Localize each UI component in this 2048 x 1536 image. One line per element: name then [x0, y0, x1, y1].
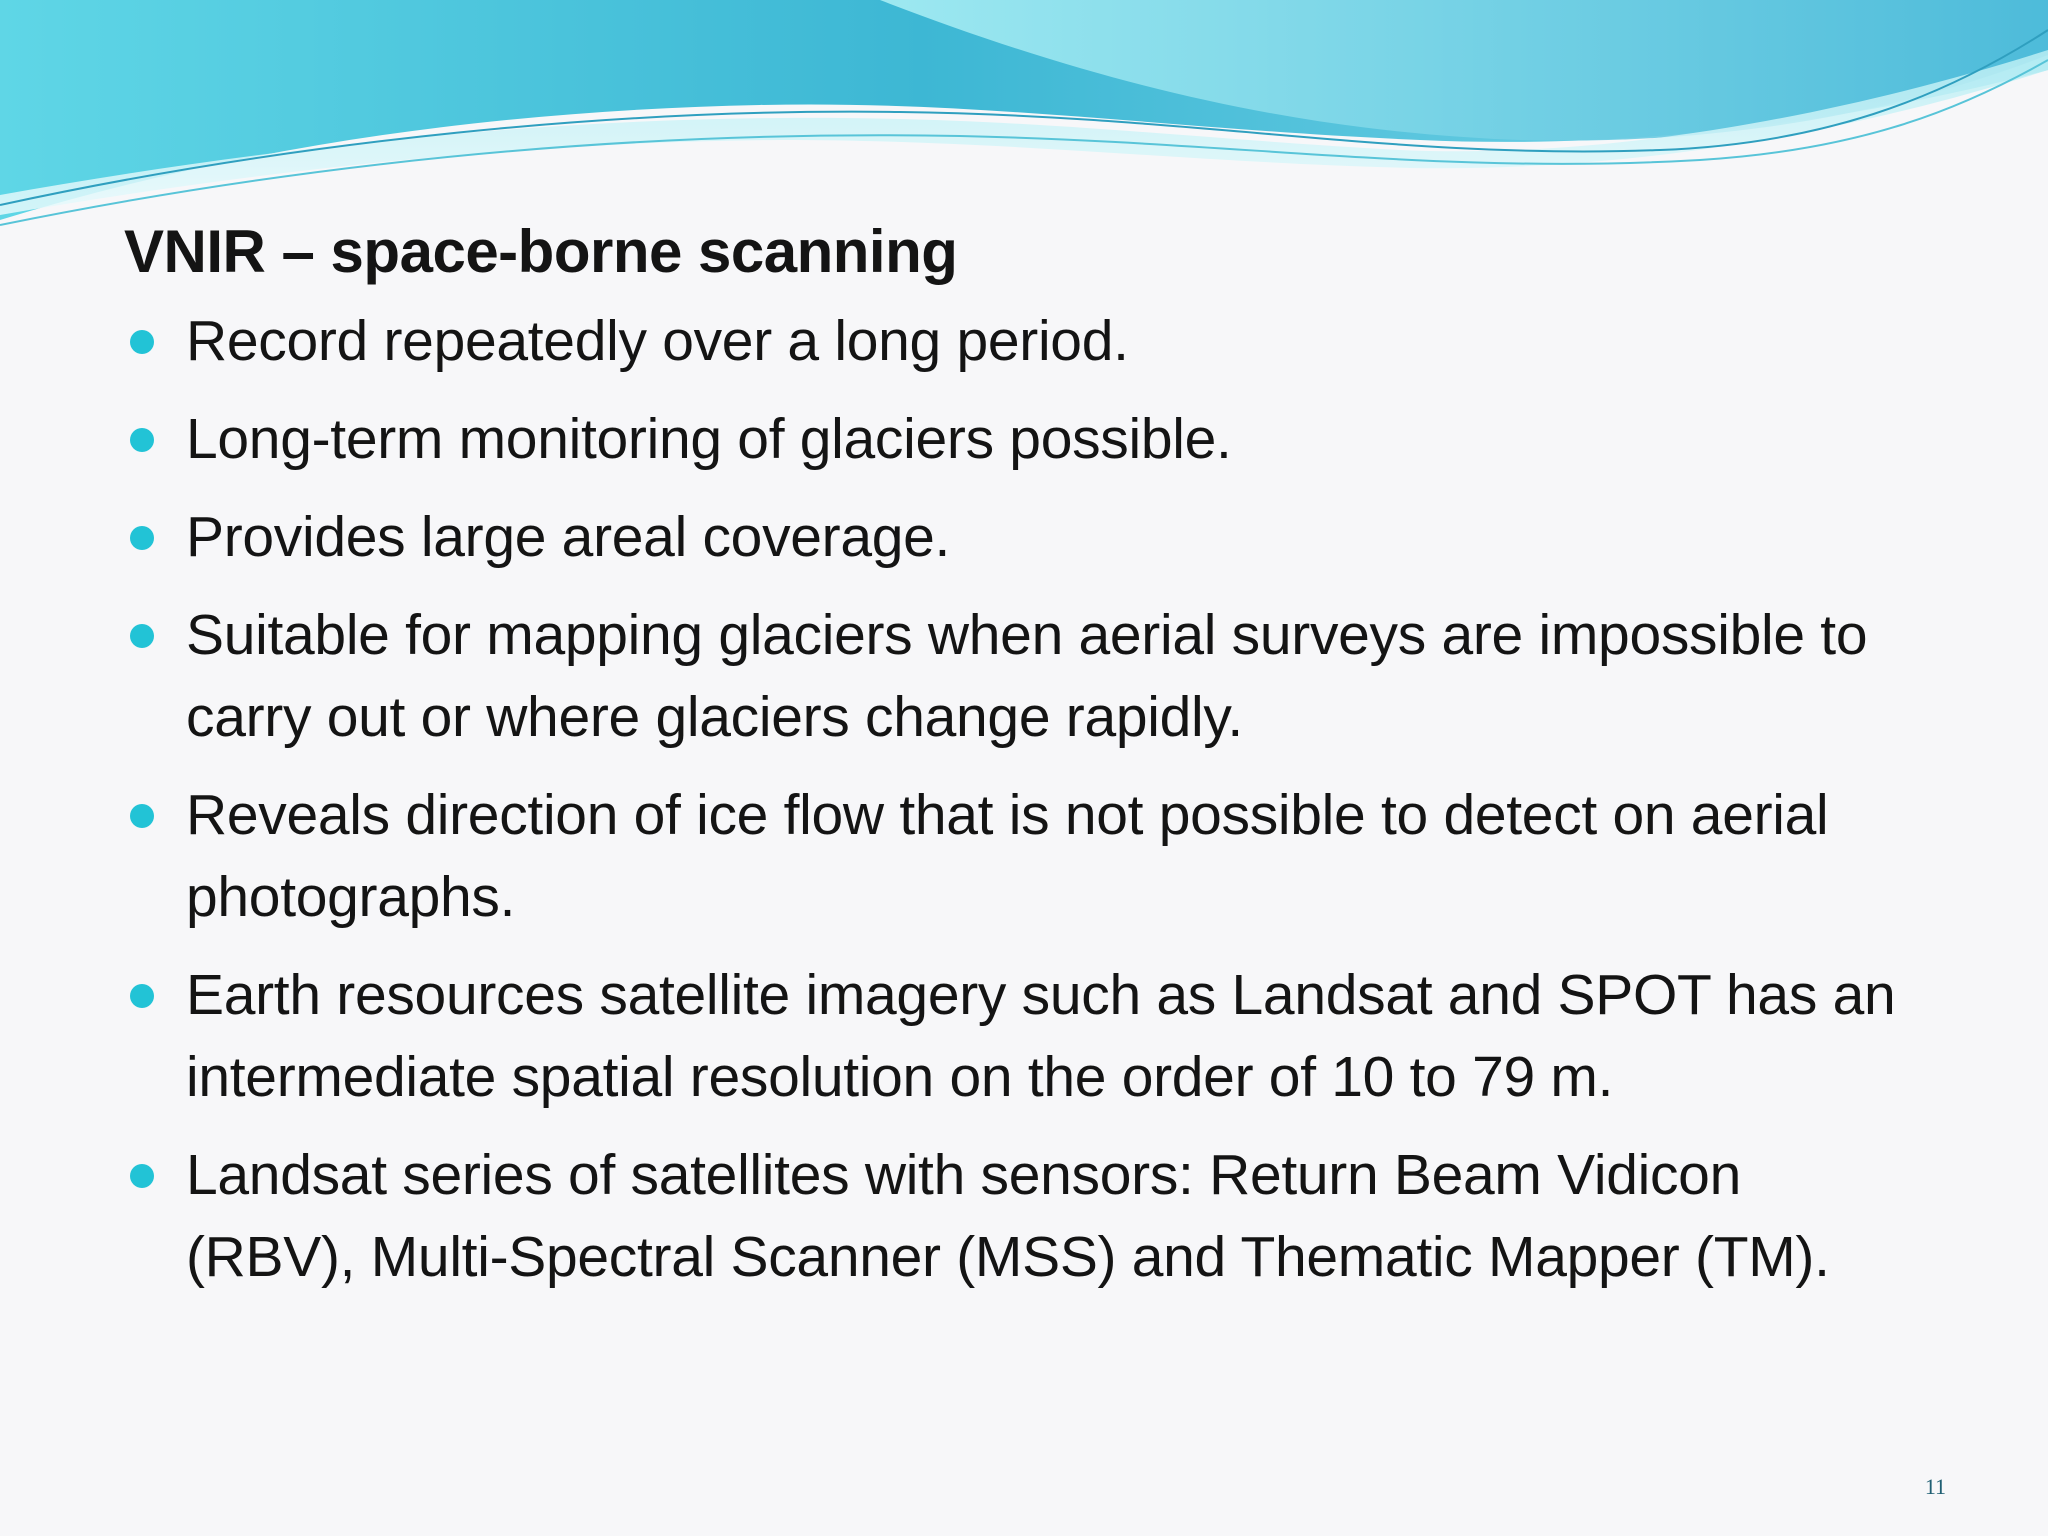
bullet-item	[124, 1134, 1924, 1298]
slide-content	[124, 212, 1924, 1314]
bullet-item	[124, 954, 1924, 1118]
bullet-text: Long-term monitoring of glaciers possible.	[186, 407, 1232, 471]
bullet-item	[124, 774, 1924, 938]
bullet-text: Earth resources satellite imagery such as Landsat and SPOT has an intermediate spatial resolution on the order of 10 to 79 m.	[186, 963, 1896, 1109]
bullet-text: Record repeatedly over a long period.	[186, 309, 1129, 373]
bullet-list	[124, 300, 1924, 1298]
bullet-dot-icon	[130, 526, 154, 550]
bullet-dot-icon	[130, 330, 154, 354]
bullet-dot-icon	[130, 1164, 154, 1188]
bullet-text: Reveals direction of ice flow that is not possible to detect on aerial photographs.	[186, 783, 1829, 929]
bullet-text: Landsat series of satellites with sensors: Return Beam Vidicon (RBV), Multi-Spectral Scanner (MSS) and Thematic Mapper (TM).	[186, 1143, 1830, 1289]
bullet-dot-icon	[130, 804, 154, 828]
header-wave-decoration	[0, 0, 2048, 240]
bullet-text: Provides large areal coverage.	[186, 505, 951, 569]
bullet-item	[124, 398, 1924, 480]
bullet-dot-icon	[130, 428, 154, 452]
bullet-dot-icon	[130, 984, 154, 1008]
bullet-item	[124, 594, 1924, 758]
page-number: 11	[1924, 1474, 1946, 1499]
bullet-item	[124, 496, 1924, 578]
slide-heading: VNIR – space-borne scanning	[124, 218, 958, 285]
bullet-item	[124, 300, 1924, 382]
bullet-dot-icon	[130, 624, 154, 648]
bullet-text: Suitable for mapping glaciers when aerial surveys are impossible to carry out or where glaciers change rapidly.	[186, 603, 1868, 749]
